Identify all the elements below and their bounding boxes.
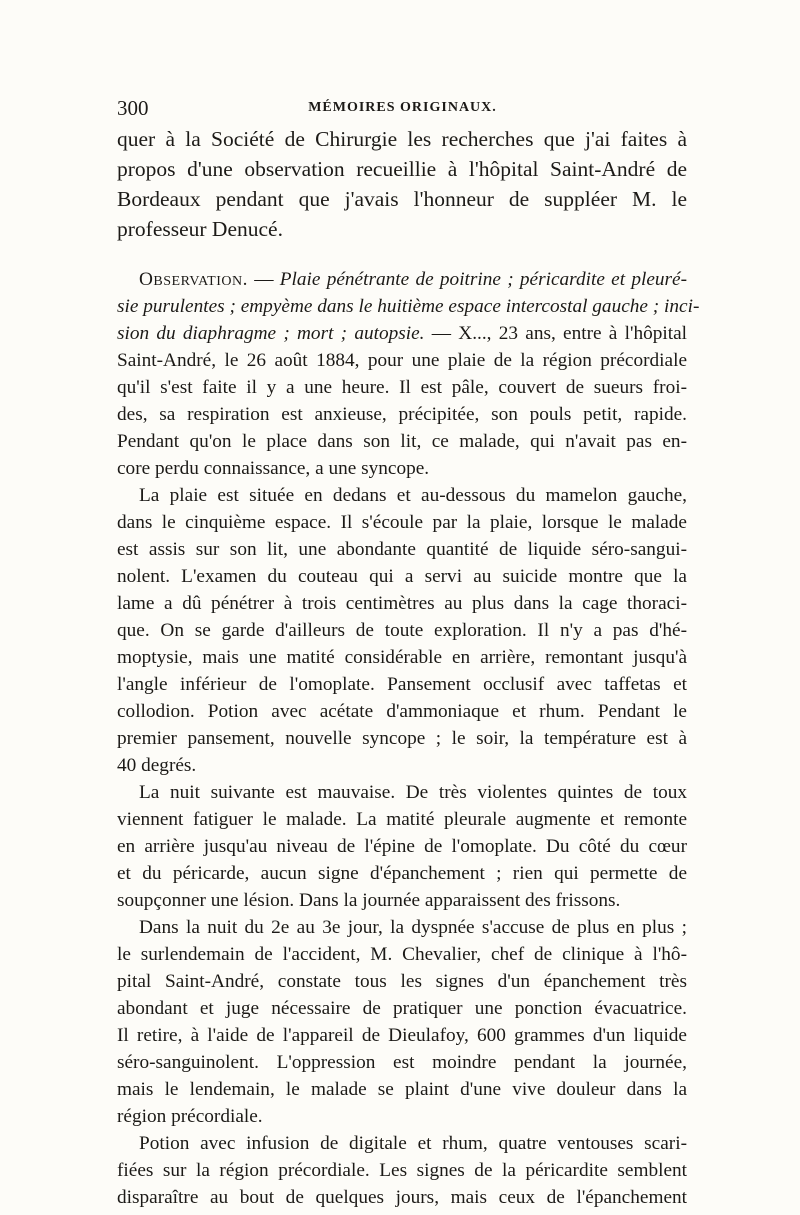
text-line: pital Saint-André, constate tous les signes d'un épanchement très <box>117 971 687 992</box>
running-head: MÉMOIRES ORIGINAUX. <box>308 100 497 115</box>
text-line: dans le cinquième espace. Il s'écoule par la plaie, lorsque le malade <box>117 512 687 533</box>
observation-dash: — <box>247 269 280 290</box>
paragraph-gap <box>117 244 687 266</box>
text-line: Il retire, à l'aide de l'appareil de Dieulafoy, 600 grammes d'un liquide <box>117 1025 687 1046</box>
text-line: 40 degrés. <box>117 755 197 776</box>
text-line: en arrière jusqu'au niveau de l'épine de l'omoplate. Du côté du cœur <box>117 836 687 857</box>
text-line: lame a dû pénétrer à trois centimètres au plus dans la cage thoraci- <box>117 593 687 614</box>
text-line: premier pansement, nouvelle syncope ; le soir, la température est à <box>117 728 687 749</box>
text-line: séro-sanguinolent. L'oppression est moindre pendant la journée, <box>117 1052 687 1073</box>
observation-title-end: sion du diaphragme ; mort ; autopsie. <box>117 323 425 344</box>
body-text <box>117 124 700 1211</box>
page-number: 300 <box>117 96 149 120</box>
text-line: que. On se garde d'ailleurs de toute exploration. Il n'y a pas d'hé- <box>117 620 687 641</box>
text-line: collodion. Potion avec acétate d'ammoniaque et rhum. Pendant le <box>117 701 687 722</box>
observation-label: Observation. <box>139 269 248 290</box>
observation-text-start: — X..., 23 ans, entre à l'hôpital <box>424 323 687 344</box>
text-line: le surlendemain de l'accident, M. Chevalier, chef de clinique à l'hô- <box>117 944 687 965</box>
text-line: et du péricarde, aucun signe d'épanchement ; rien qui permette de <box>117 863 687 884</box>
text-line: La plaie est située en dedans et au-dessous du mamelon gauche, <box>139 485 687 506</box>
text-line: propos d'une observation recueillie à l'hôpital Saint-André de <box>117 157 687 181</box>
text-line: région précordiale. <box>117 1106 263 1127</box>
text-line: qu'il s'est faite il y a une heure. Il est pâle, couvert de sueurs froi- <box>117 377 687 398</box>
text-line: fiées sur la région précordiale. Les signes de la péricardite semblent <box>117 1160 687 1181</box>
observation-title-line: sie purulentes ; empyème dans le huitième espace intercostal gauche ; inci- <box>117 296 700 317</box>
text-line: Potion avec infusion de digitale et rhum, quatre ventouses scari- <box>139 1133 687 1154</box>
text-line: est assis sur son lit, une abondante quantité de liquide séro-sangui- <box>117 539 687 560</box>
observation-title-line <box>117 320 687 347</box>
text-line: disparaître au bout de quelques jours, mais ceux de l'épanchement <box>117 1187 687 1208</box>
text-line: soupçonner une lésion. Dans la journée apparaissent des frissons. <box>117 890 621 911</box>
text-line: La nuit suivante est mauvaise. De très violentes quintes de toux <box>139 782 687 803</box>
observation-title: Plaie pénétrante de poitrine ; péricardite et pleuré- <box>279 269 687 290</box>
text-line: nolent. L'examen du couteau qui a servi au suicide montre que la <box>117 566 687 587</box>
text-line: abondant et juge nécessaire de pratiquer une ponction évacuatrice. <box>117 998 687 1019</box>
observation-heading-line <box>117 266 687 293</box>
text-line: Pendant qu'on le place dans son lit, ce malade, qui n'avait pas en- <box>117 431 687 452</box>
text-line: Dans la nuit du 2e au 3e jour, la dyspnée s'accuse de plus en plus ; <box>139 917 687 938</box>
text-line: l'angle inférieur de l'omoplate. Pansement occlusif avec taffetas et <box>117 674 687 695</box>
text-line: Saint-André, le 26 août 1884, pour une plaie de la région précordiale <box>117 350 687 371</box>
text-line: Bordeaux pendant que j'avais l'honneur de suppléer M. le <box>117 187 687 211</box>
text-line: moptysie, mais une matité considérable en arrière, remontant jusqu'à <box>117 647 687 668</box>
text-line: core perdu connaissance, a une syncope. <box>117 458 430 479</box>
text-line: viennent fatiguer le malade. La matité pleurale augmente et remonte <box>117 809 687 830</box>
text-line: des, sa respiration est anxieuse, précipitée, son pouls petit, rapide. <box>117 404 687 425</box>
text-line: mais le lendemain, le malade se plaint d'une vive douleur dans la <box>117 1079 687 1100</box>
text-line: professeur Denucé. <box>117 217 283 241</box>
text-line: quer à la Société de Chirurgie les recherches que j'ai faites à <box>117 127 687 151</box>
page-header <box>117 96 688 124</box>
